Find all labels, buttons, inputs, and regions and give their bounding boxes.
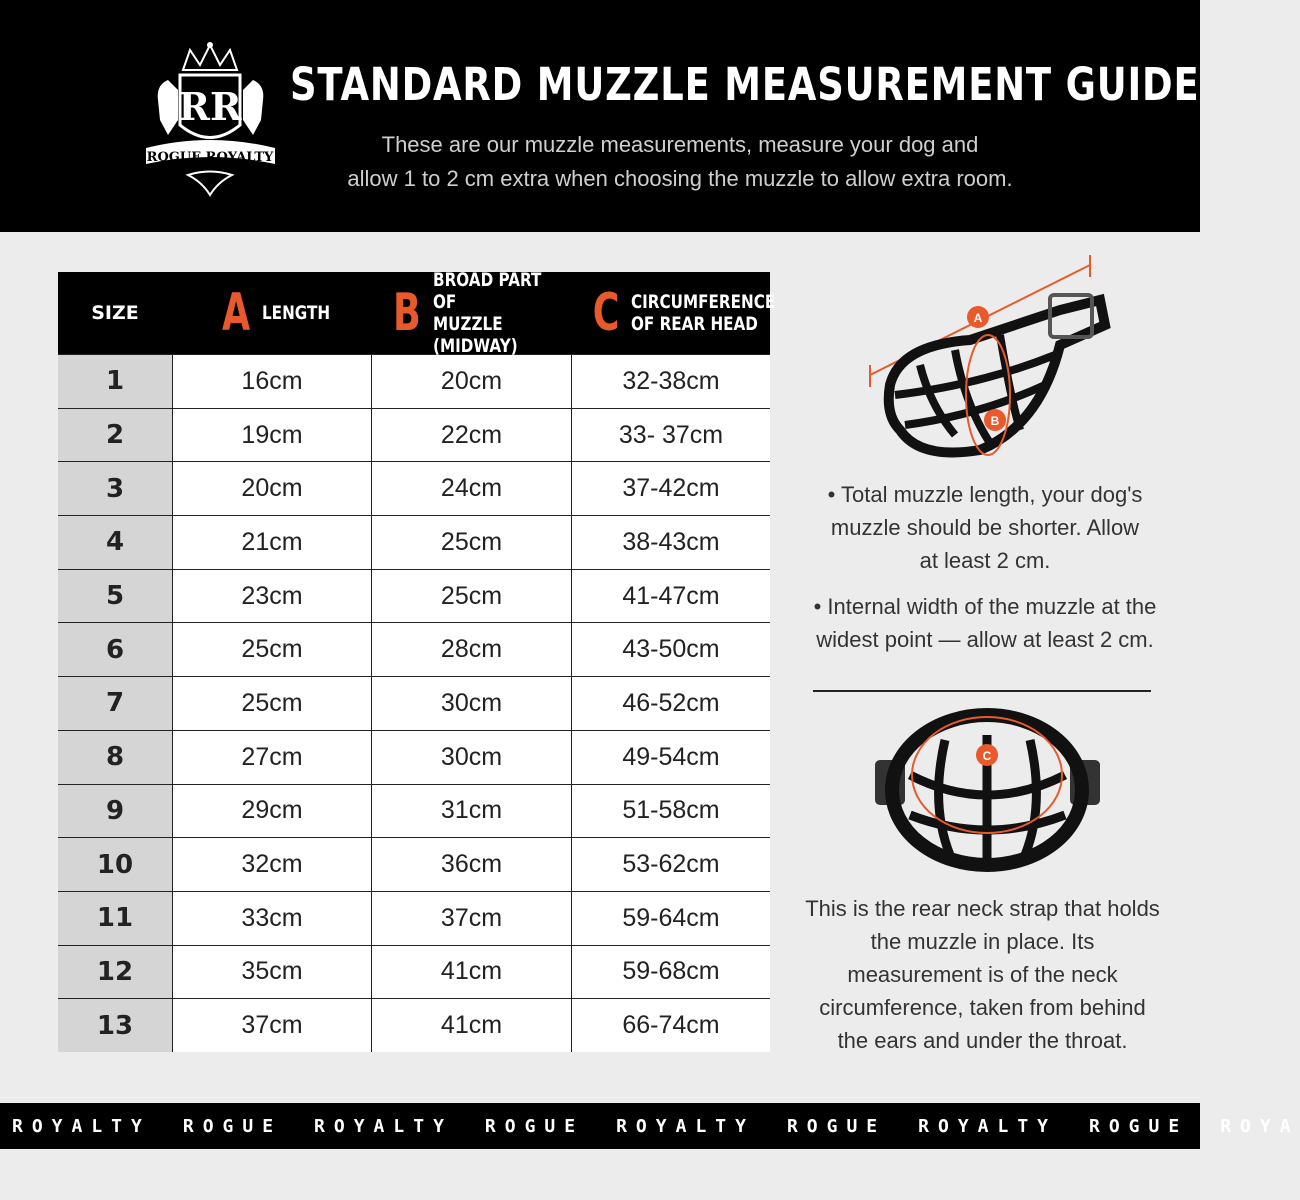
broad-part-cell: 41cm: [371, 999, 571, 1052]
subtitle-line-2: allow 1 to 2 cm extra when choosing the muzzle to allow extra room.: [347, 166, 1013, 191]
footer-word: ROGUE: [1089, 1115, 1189, 1137]
length-cell: 25cm: [172, 623, 371, 676]
circumference-cell: 59-68cm: [571, 946, 770, 999]
length-cell: 19cm: [172, 409, 371, 462]
img2-label-c: C: [982, 749, 992, 763]
circumference-cell: 51-58cm: [571, 785, 770, 838]
table-row: [58, 998, 770, 1052]
broad-part-cell: 30cm: [371, 731, 571, 784]
length-cell: 21cm: [172, 516, 371, 569]
circumference-cell: 53-62cm: [571, 838, 770, 891]
logo-monogram: RR: [178, 84, 242, 129]
size-cell: 5: [58, 570, 172, 623]
table-row: [58, 515, 770, 569]
size-cell: 1: [58, 355, 172, 408]
muzzle-rear-view-image: [870, 705, 1105, 875]
circumference-cell: 49-54cm: [571, 731, 770, 784]
footer-word: ROYALTY: [918, 1115, 1057, 1137]
note-internal-width: • Internal width of the muzzle at the widest point — allow at least 2 cm.: [813, 594, 1157, 652]
table-row: [58, 837, 770, 891]
size-cell: 13: [58, 999, 172, 1052]
broad-part-cell: 30cm: [371, 677, 571, 730]
header-size: SIZE: [91, 302, 139, 324]
header-length: [172, 272, 371, 354]
size-cell: 11: [58, 892, 172, 945]
circumference-cell: 33- 37cm: [571, 409, 770, 462]
circumference-cell: 43-50cm: [571, 623, 770, 676]
note-rear-strap: This is the rear neck strap that holds the muzzle in place. Its measurement is of the neck circumference, taken from behind the ears and under the throat.: [805, 896, 1160, 1053]
table-row: [58, 945, 770, 999]
size-cell: 12: [58, 946, 172, 999]
header: [0, 0, 1200, 232]
footer-banner: [0, 1103, 1300, 1149]
table-row: [58, 730, 770, 784]
broad-part-cell: 37cm: [371, 892, 571, 945]
footer-word: ROYALTY: [314, 1115, 453, 1137]
size-cell: 10: [58, 838, 172, 891]
rogue-royalty-logo: [138, 40, 283, 205]
logo-text: ROGUE ROYALTY: [146, 150, 274, 165]
length-cell: 27cm: [172, 731, 371, 784]
circumference-cell: 41-47cm: [571, 570, 770, 623]
broad-part-cell: 25cm: [371, 570, 571, 623]
table-row: [58, 891, 770, 945]
length-cell: 16cm: [172, 355, 371, 408]
length-cell: 33cm: [172, 892, 371, 945]
header-circumference: [571, 272, 776, 354]
size-cell: 8: [58, 731, 172, 784]
length-cell: 32cm: [172, 838, 371, 891]
circumference-cell: 32-38cm: [571, 355, 770, 408]
header-letter-a: A: [222, 283, 251, 343]
table-header: [58, 269, 776, 357]
circumference-cell: 37-42cm: [571, 462, 770, 515]
length-cell: 25cm: [172, 677, 371, 730]
broad-part-cell: 41cm: [371, 946, 571, 999]
broad-part-cell: 20cm: [371, 355, 571, 408]
size-cell: 4: [58, 516, 172, 569]
size-cell: 9: [58, 785, 172, 838]
note-total-length: • Total muzzle length, your dog's muzzle should be shorter. Allow at least 2 cm.: [827, 482, 1143, 573]
table-row: [58, 461, 770, 515]
footer-word: ROGUE: [182, 1115, 283, 1137]
length-cell: 37cm: [172, 999, 371, 1052]
broad-part-cell: 24cm: [371, 462, 571, 515]
header-letter-c: C: [592, 283, 620, 343]
length-cell: 35cm: [172, 946, 371, 999]
size-cell: 7: [58, 677, 172, 730]
circumference-cell: 46-52cm: [571, 677, 770, 730]
img1-label-a: A: [973, 311, 983, 325]
size-cell: 2: [58, 409, 172, 462]
footer-word: ROYALTY: [616, 1115, 755, 1137]
divider: [813, 690, 1151, 692]
circumference-cell: 59-64cm: [571, 892, 770, 945]
footer-word: ROYALTY: [12, 1115, 151, 1137]
table-row: [58, 569, 770, 623]
table-row: [58, 408, 770, 462]
img1-label-b: B: [990, 414, 1000, 428]
broad-part-cell: 25cm: [371, 516, 571, 569]
footer-word: ROGUE: [786, 1115, 887, 1137]
circumference-cell: 38-43cm: [571, 516, 770, 569]
length-cell: 20cm: [172, 462, 371, 515]
table-row: [58, 354, 770, 408]
broad-part-cell: 31cm: [371, 785, 571, 838]
table-row: [58, 784, 770, 838]
broad-part-cell: 22cm: [371, 409, 571, 462]
circumference-cell: 66-74cm: [571, 999, 770, 1052]
table-row: [58, 622, 770, 676]
size-cell: 6: [58, 623, 172, 676]
broad-part-cell: 28cm: [371, 623, 571, 676]
footer-word: ROGUE: [484, 1115, 585, 1137]
header-label-broad: BROAD PART OF MUZZLE (MIDWAY): [432, 269, 542, 357]
header-label-circumference: CIRCUMFERENCE OF REAR HEAD: [631, 291, 776, 335]
header-letter-b: B: [392, 283, 421, 343]
muzzle-side-view-image: [860, 255, 1125, 465]
header-broad-part: [371, 269, 571, 357]
subtitle-line-1: These are our muzzle measurements, measure your dog and: [381, 132, 979, 157]
size-table: [58, 269, 776, 1052]
page-title: STANDARD MUZZLE MEASUREMENT GUIDE: [290, 58, 1200, 111]
page-subtitle: [300, 128, 1060, 196]
footer-word: ROYA: [1220, 1115, 1300, 1137]
header-label-length: LENGTH: [262, 302, 331, 324]
length-cell: 23cm: [172, 570, 371, 623]
table-body: [58, 354, 770, 1052]
length-cell: 29cm: [172, 785, 371, 838]
broad-part-cell: 36cm: [371, 838, 571, 891]
size-cell: 3: [58, 462, 172, 515]
table-row: [58, 676, 770, 730]
